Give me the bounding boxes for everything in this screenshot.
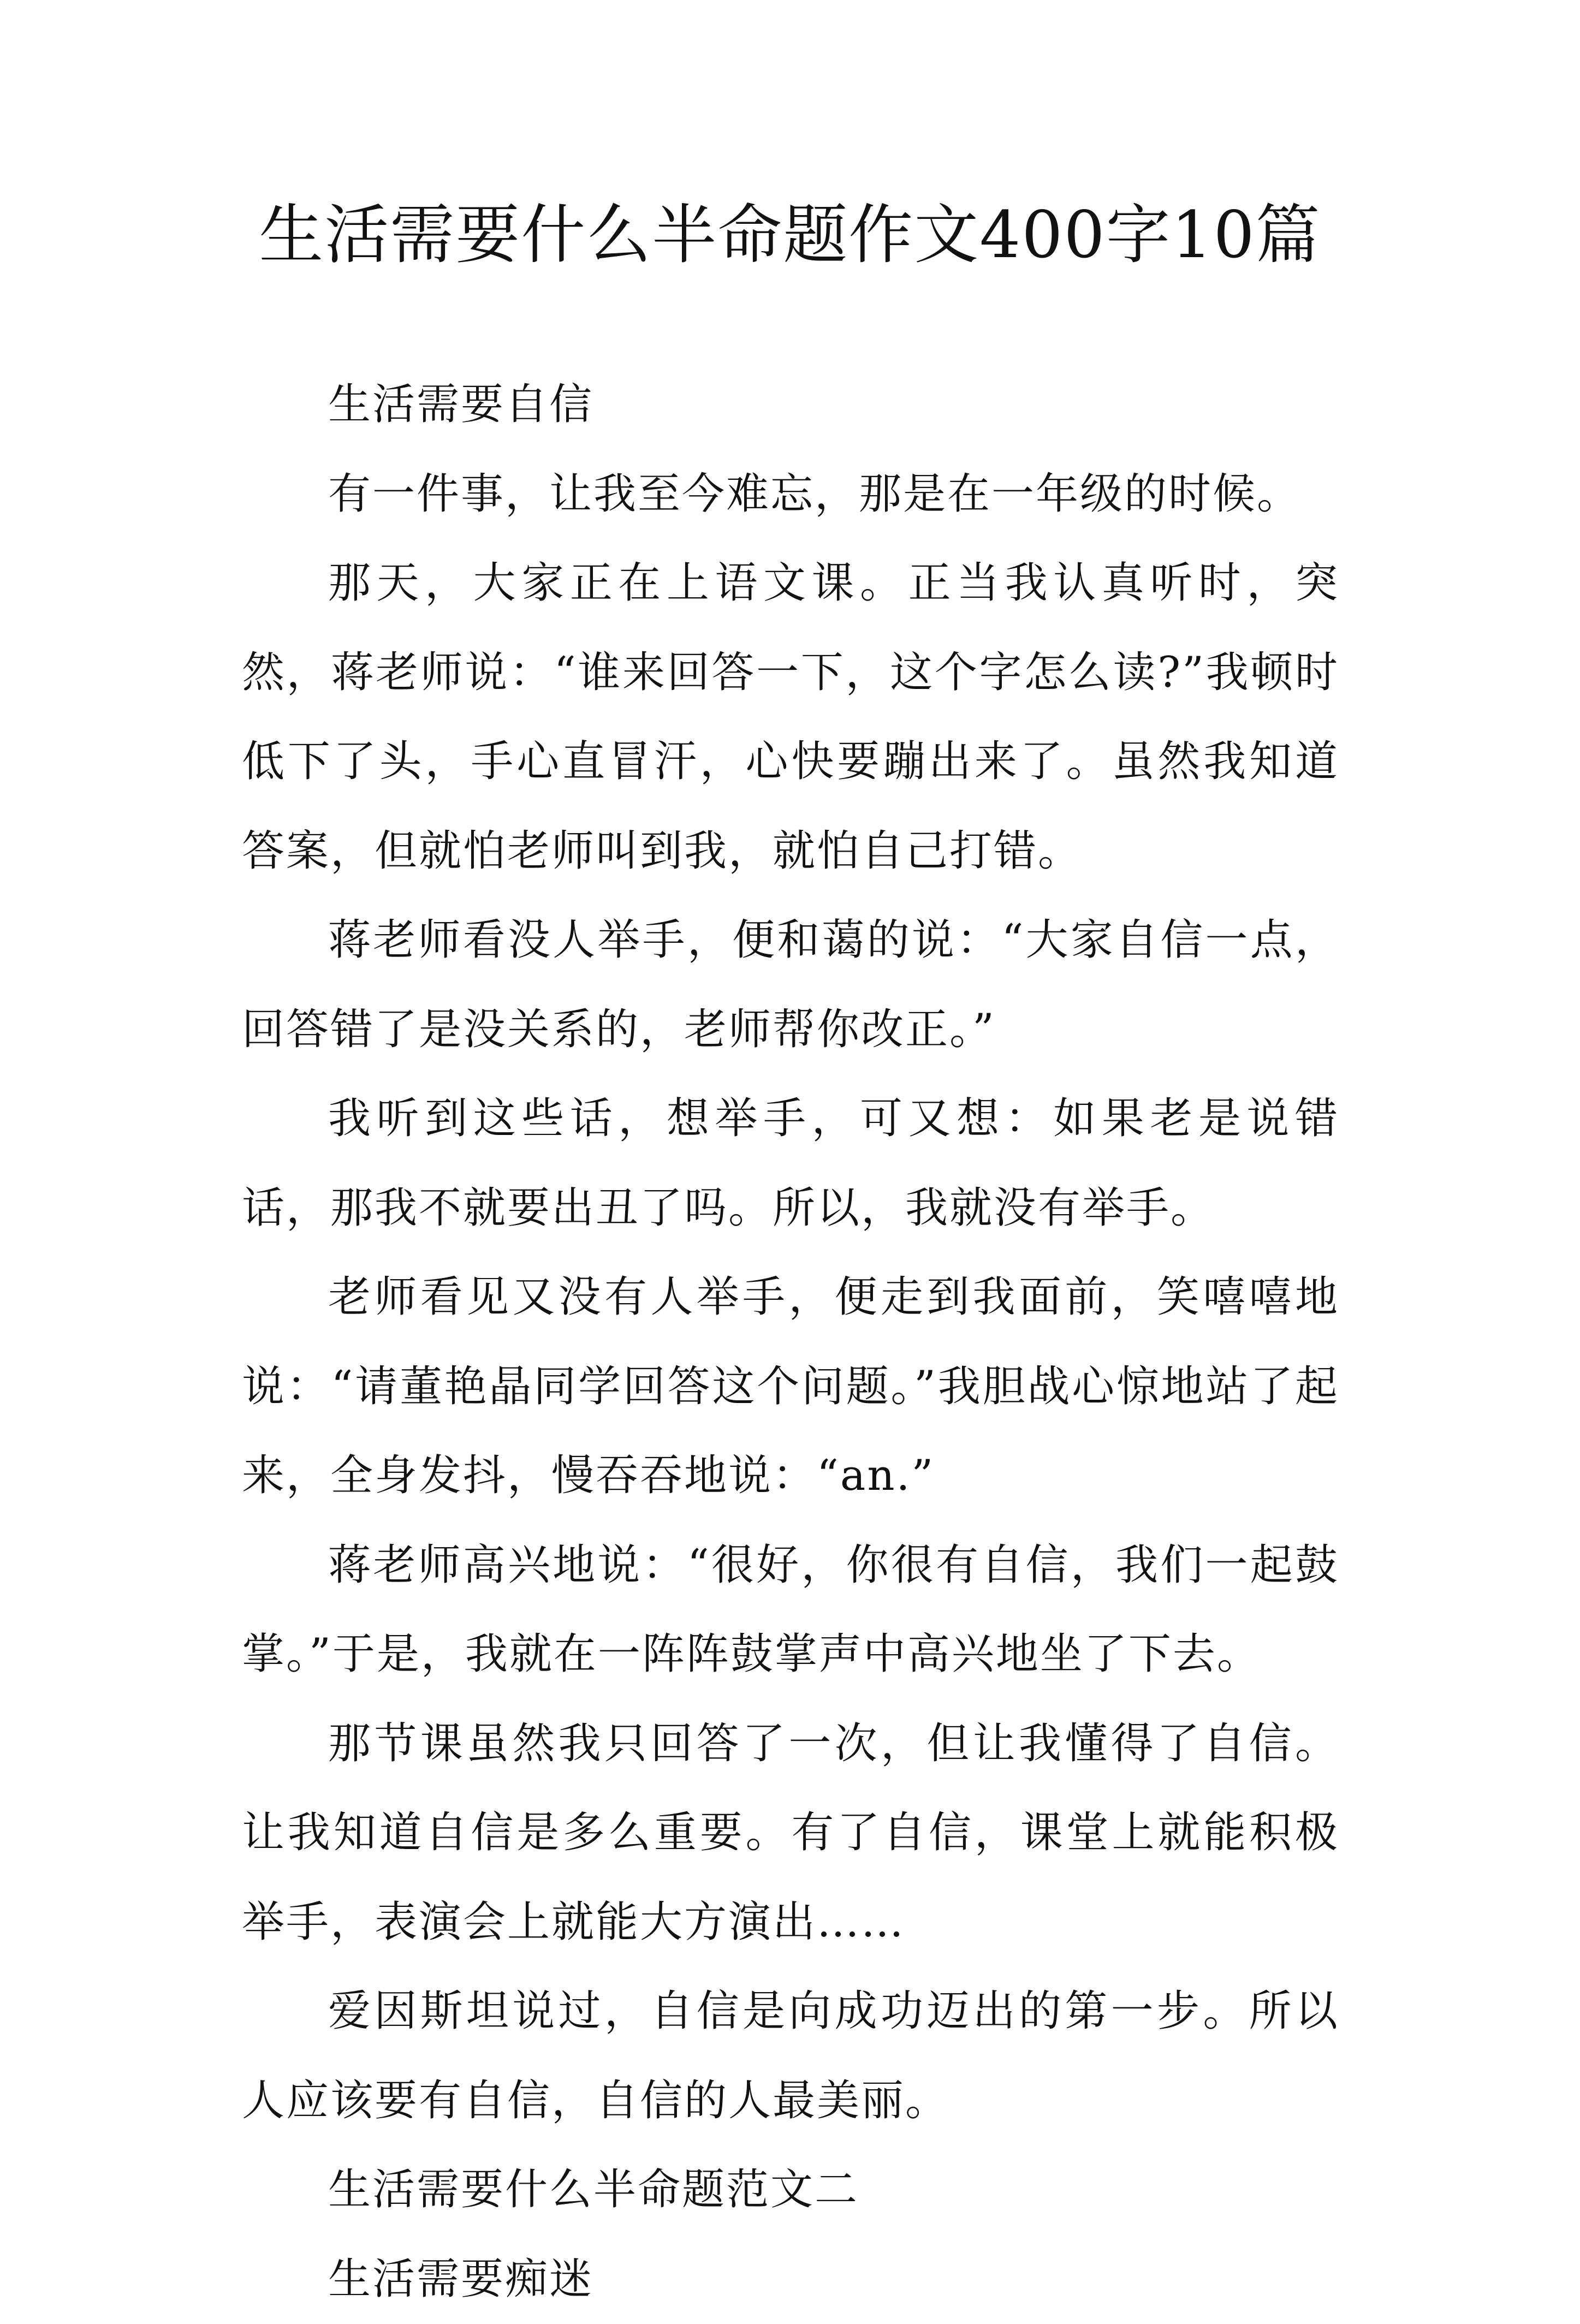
paragraph: 爱因斯坦说过，自信是向成功迈出的第一步。所以人应该要有自信，自信的人最美丽。 bbox=[242, 1967, 1339, 2145]
paragraph: 那天，大家正在上语文课。正当我认真听时，突然，蒋老师说：“谁来回答一下，这个字怎么读?”我顿时低下了头，手心直冒汗，心快要蹦出来了。虽然我知道答案，但就怕老师叫到我，就怕自己打错。 bbox=[242, 539, 1339, 896]
paragraph: 老师看见又没有人举手，便走到我面前，笑嘻嘻地说：“请董艳晶同学回答这个问题。”我胆战心惊地站了起来，全身发抖，慢吞吞地说：“an.” bbox=[242, 1253, 1339, 1521]
document-body bbox=[242, 360, 1339, 2324]
document-title: 生活需要什么半命题作文400字10篇 bbox=[0, 191, 1580, 278]
paragraph: 那节课虽然我只回答了一次，但让我懂得了自信。让我知道自信是多么重要。有了自信，课堂上就能积极举手，表演会上就能大方演出…… bbox=[242, 1699, 1339, 1968]
paragraph: 我听到这些话，想举手，可又想：如果老是说错话，那我不就要出丑了吗。所以，我就没有举手。 bbox=[242, 1074, 1339, 1253]
section-heading: 生活需要痴迷 bbox=[242, 2235, 1339, 2324]
section-heading: 生活需要什么半命题范文二 bbox=[242, 2145, 1339, 2235]
paragraph: 蒋老师看没人举手，便和蔼的说：“大家自信一点，回答错了是没关系的，老师帮你改正。” bbox=[242, 896, 1339, 1074]
section-heading: 生活需要自信 bbox=[242, 360, 1339, 450]
paragraph: 有一件事，让我至今难忘，那是在一年级的时候。 bbox=[242, 450, 1339, 539]
paragraph: 蒋老师高兴地说：“很好，你很有自信，我们一起鼓掌。”于是，我就在一阵阵鼓掌声中高兴地坐了下去。 bbox=[242, 1521, 1339, 1699]
